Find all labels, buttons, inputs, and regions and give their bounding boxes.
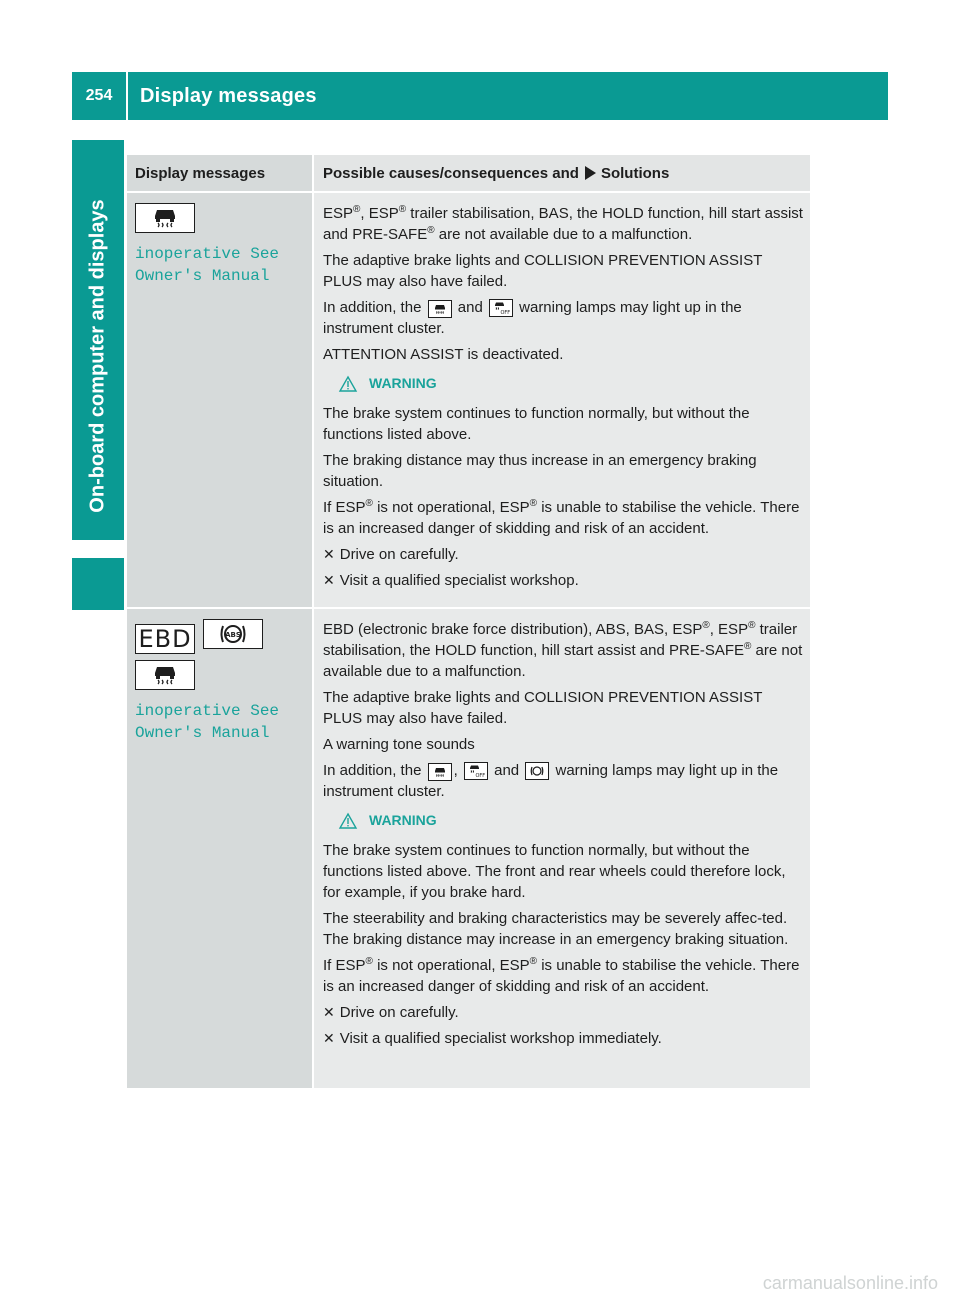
table-row xyxy=(127,607,810,1088)
esp-icon xyxy=(135,203,195,233)
x-bullet-icon: ✕ xyxy=(323,546,335,562)
col-header-solutions xyxy=(314,155,810,191)
warning-heading: WARNING xyxy=(339,810,804,831)
paragraph: ESP®, ESP® trailer stabilisation, BAS, the HOLD function, hill start assist and PRE-SAFE® are not available due to a malfunction. xyxy=(323,204,803,243)
warning-heading: WARNING xyxy=(339,373,804,394)
paragraph: If ESP® is not operational, ESP® is unable to stabilise the vehicle. There is an increased danger of skidding and risk of an accident. xyxy=(323,956,800,995)
display-message-text: inoperative See Owner's Manual xyxy=(135,245,280,285)
svg-text:ABS: ABS xyxy=(225,631,242,639)
warning-triangle-icon xyxy=(339,376,357,392)
esp-icon xyxy=(428,763,452,781)
svg-text:OFF: OFF xyxy=(500,310,511,316)
display-messages-table xyxy=(127,155,810,1088)
paragraph: The brake system continues to function normally, but without the functions listed above. xyxy=(323,405,750,443)
message-cell xyxy=(127,193,314,607)
solution-cell xyxy=(314,193,810,607)
paragraph: A warning tone sounds xyxy=(323,736,475,753)
display-message-text: inoperative See Owner's Manual xyxy=(135,702,280,742)
table-row xyxy=(127,191,810,607)
esp-off-icon xyxy=(464,762,488,780)
header-divider xyxy=(126,72,128,120)
section-tab-label: On-board computer and displays xyxy=(86,199,109,513)
paragraph: The braking distance may thus increase in an emergency braking situation. xyxy=(323,452,757,490)
list-item: ✕ Visit a qualified specialist workshop immediately. xyxy=(323,1030,662,1047)
ebd-icon: EBD xyxy=(135,624,195,654)
esp-icon xyxy=(428,300,452,318)
x-bullet-icon: ✕ xyxy=(323,1004,335,1020)
page-number: 254 xyxy=(85,87,113,104)
paragraph: If ESP® is not operational, ESP® is unable to stabilise the vehicle. There is an increased danger of skidding and risk of an accident. xyxy=(323,498,800,537)
abs-icon xyxy=(525,762,549,780)
page-header xyxy=(72,72,888,120)
esp-icon xyxy=(135,660,195,690)
page-title: Display messages xyxy=(140,84,317,107)
paragraph: EBD (electronic brake force distribution), ABS, BAS, ESP®, ESP® trailer stabilisation, the HOLD function, hill start assist and PRE-SAFE® are not available due to a malfunction. xyxy=(323,620,803,680)
abs-icon xyxy=(203,619,263,649)
list-item: ✕ Drive on carefully. xyxy=(323,1004,459,1021)
col-header-solutions-post: Solutions xyxy=(600,164,670,182)
svg-text:OFF: OFF xyxy=(475,773,486,779)
x-bullet-icon: ✕ xyxy=(323,1030,335,1046)
solution-cell xyxy=(314,609,810,1088)
paragraph: The steerability and braking characteristics may be severely affec-ted. The braking distance may increase in an emergency braking situation. xyxy=(323,910,789,948)
paragraph: The brake system continues to function normally, but without the functions listed above. The front and rear wheels could therefore lock, for example, if you brake hard. xyxy=(323,842,786,901)
arrow-right-icon xyxy=(585,166,596,180)
list-item: ✕ Drive on carefully. xyxy=(323,546,459,563)
paragraph: The adaptive brake lights and COLLISION PREVENTION ASSIST PLUS may also have failed. xyxy=(323,252,763,290)
watermark: carmanualsonline.info xyxy=(762,1273,938,1293)
paragraph: In addition, the and OFF warning lamps may light up in the instrument cluster. xyxy=(323,299,742,337)
esp-off-icon xyxy=(489,299,513,317)
list-item: ✕ Visit a qualified specialist workshop. xyxy=(323,572,579,589)
paragraph: ATTENTION ASSIST is deactivated. xyxy=(323,346,564,363)
warning-triangle-icon xyxy=(339,813,357,829)
paragraph: The adaptive brake lights and COLLISION PREVENTION ASSIST PLUS may also have failed. xyxy=(323,689,763,727)
table-header xyxy=(127,155,810,191)
message-cell xyxy=(127,609,314,1088)
x-bullet-icon: ✕ xyxy=(323,572,335,588)
paragraph: In addition, the , OFF and warning lamps may light up in the instrument cluster. xyxy=(323,762,779,800)
section-marker xyxy=(72,558,124,610)
col-header-solutions-pre: Possible causes/consequences and xyxy=(323,164,579,182)
col-header-messages: Display messages xyxy=(127,155,314,191)
